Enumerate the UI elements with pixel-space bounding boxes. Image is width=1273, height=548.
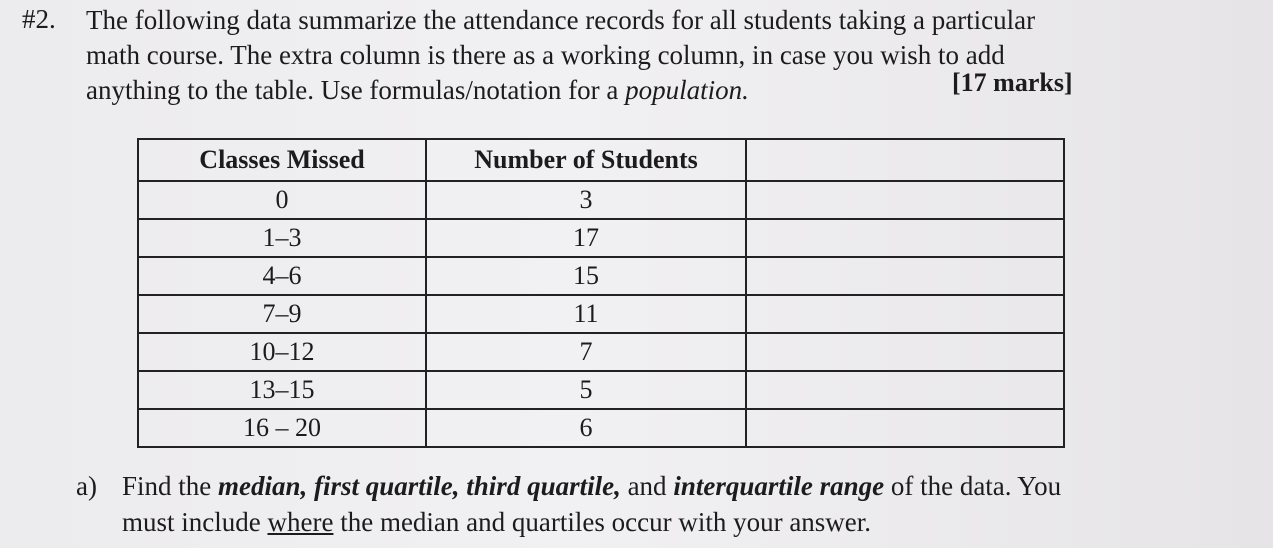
table-row <box>138 181 1064 219</box>
part-a-bold-1: median, first quartile, third quartile, <box>218 471 621 501</box>
working-cell <box>746 181 1064 219</box>
intro-line-2: math course. The extra column is there as a working column, in case you wish to add <box>86 40 1005 70</box>
classes-missed-cell: 4–6 <box>138 257 426 295</box>
working-cell <box>746 371 1064 409</box>
classes-missed-cell: 7–9 <box>138 295 426 333</box>
students-cell: 5 <box>426 371 746 409</box>
working-cell <box>746 409 1064 447</box>
classes-missed-cell: 13–15 <box>138 371 426 409</box>
classes-missed-cell: 16 – 20 <box>138 409 426 447</box>
table-row <box>138 257 1064 295</box>
part-a-text-3: of the data. You <box>884 471 1062 501</box>
students-cell: 17 <box>426 219 746 257</box>
part-a-text-1: Find the <box>122 471 219 501</box>
table-row <box>138 409 1064 447</box>
students-cell: 6 <box>426 409 746 447</box>
part-a-label: a) <box>76 471 97 501</box>
table-row <box>138 371 1064 409</box>
header-working-column <box>746 139 1064 181</box>
students-cell: 7 <box>426 333 746 371</box>
classes-missed-cell: 10–12 <box>138 333 426 371</box>
table-row <box>138 333 1064 371</box>
table-row <box>138 219 1064 257</box>
marks-label: [17 marks] <box>952 68 1073 97</box>
students-cell: 3 <box>426 181 746 219</box>
part-a-where-underlined: where <box>267 507 334 537</box>
header-classes-missed: Classes Missed <box>138 139 426 181</box>
header-number-of-students: Number of Students <box>426 139 746 181</box>
attendance-table <box>137 138 1065 448</box>
intro-line-3-text: anything to the table. Use formulas/notation for a <box>86 75 626 105</box>
part-a-bold-2: interquartile range <box>673 471 885 501</box>
part-a-line-2 <box>76 504 1236 540</box>
intro-line-1: The following data summarize the attendance records for all students taking a particular <box>86 5 1036 35</box>
part-a-line2-b: the median and quartiles occur with your answer. <box>333 507 872 537</box>
part-a-line2-a: must include <box>122 507 268 537</box>
table-header-row <box>138 139 1064 181</box>
working-cell <box>746 257 1064 295</box>
students-cell: 15 <box>426 257 746 295</box>
table-row <box>138 295 1064 333</box>
question-number: #2. <box>22 4 56 34</box>
population-emphasis: population. <box>625 75 749 105</box>
classes-missed-cell: 0 <box>138 181 426 219</box>
part-a-text-2: and <box>620 471 674 501</box>
classes-missed-cell: 1–3 <box>138 219 426 257</box>
working-cell <box>746 333 1064 371</box>
working-cell <box>746 219 1064 257</box>
working-cell <box>746 295 1064 333</box>
students-cell: 11 <box>426 295 746 333</box>
part-a-question <box>76 468 1236 540</box>
